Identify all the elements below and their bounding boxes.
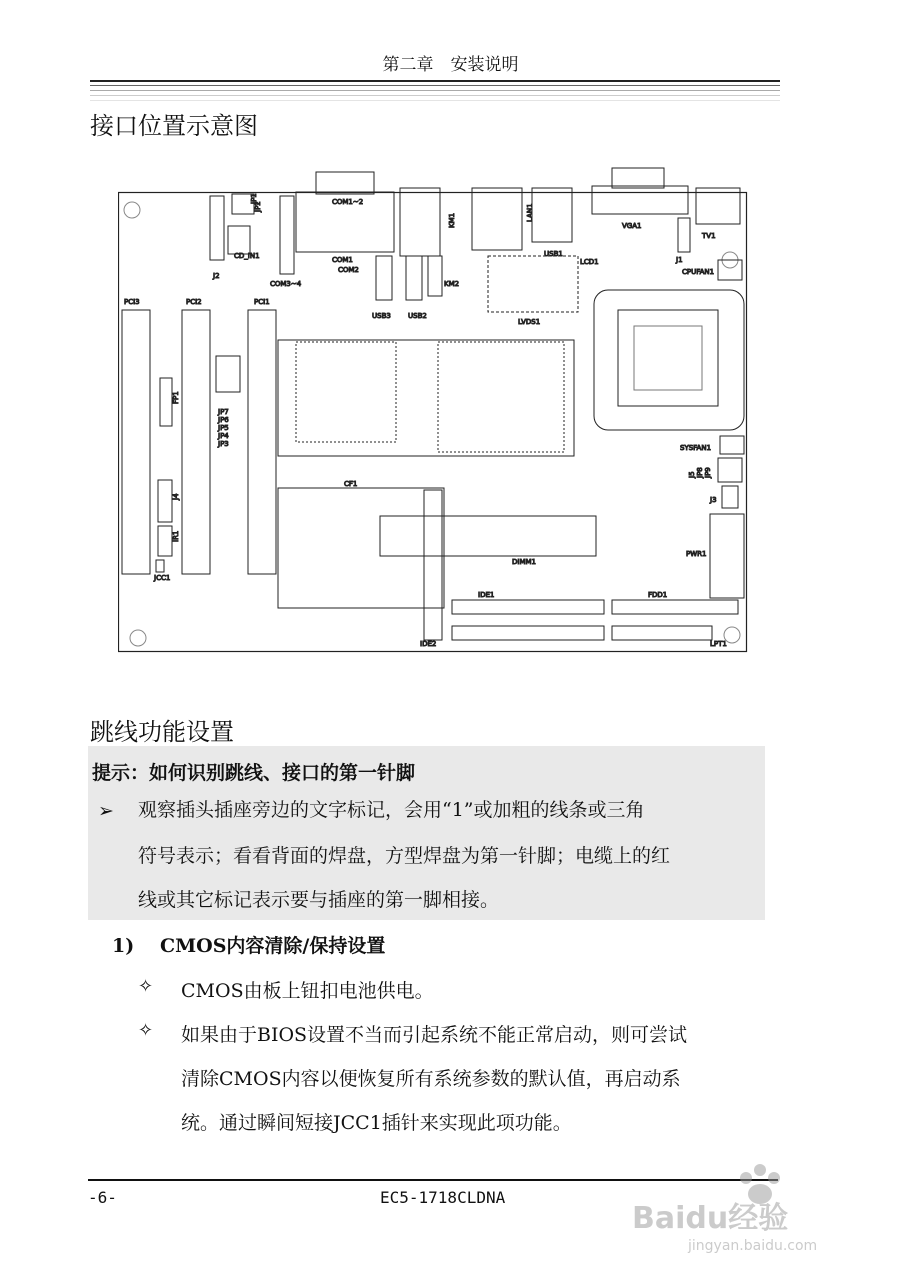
jp8-label: JP8 xyxy=(696,467,704,478)
paw-icon xyxy=(740,1172,752,1184)
jp6-label: JP6 xyxy=(218,416,229,424)
cpufan1-label: CPUFAN1 xyxy=(682,268,715,276)
com12-shell xyxy=(316,172,374,194)
j2-header xyxy=(210,196,224,260)
northbridge-chip xyxy=(296,342,396,442)
j5-label: J5 xyxy=(688,471,696,478)
pci1-label: PCI1 xyxy=(254,298,270,306)
ir1-header xyxy=(158,526,172,556)
fp1-label: FP1 xyxy=(172,391,180,404)
km1-connector xyxy=(400,188,440,256)
item-1-bullet-2-line-2: 清除CMOS内容以便恢复所有系统参数的默认值，再启动系 xyxy=(181,1068,681,1090)
sysfan1-label: SYSFAN1 xyxy=(680,444,712,452)
tip-line-1: 观察插头插座旁边的文字标记，会用“1”或加粗的线条或三角 xyxy=(138,799,645,821)
tv1-label: TV1 xyxy=(702,232,716,240)
com34-header xyxy=(280,196,294,274)
fdd1-connector xyxy=(612,600,738,614)
com34-label: COM3~4 xyxy=(270,280,302,288)
ir1-label: IR1 xyxy=(172,530,180,542)
item-1-heading xyxy=(112,931,385,958)
tv1-connector xyxy=(696,188,740,224)
cpu-core xyxy=(618,310,718,406)
lan1-connector xyxy=(472,188,522,250)
cf1-slot xyxy=(278,488,444,608)
arrow-bullet-icon: ➢ xyxy=(98,800,114,822)
dimm1-slot xyxy=(380,516,596,556)
fdd1-label: FDD1 xyxy=(648,591,668,599)
jp1-label: JP1 xyxy=(250,193,258,204)
j1-header xyxy=(678,218,690,252)
lcd1-label: LCD1 xyxy=(580,258,599,266)
baidu-watermark xyxy=(628,1148,868,1258)
model-number: EC5-1718CLDNA xyxy=(380,1188,506,1207)
section-title-interface: 接口位置示意图 xyxy=(90,112,258,140)
usb2-label: USB2 xyxy=(408,312,427,320)
item-1-bullet-2-line-1: 如果由于BIOS设置不当而引起系统不能正常启动，则可尝试 xyxy=(181,1024,688,1046)
jp8-jp9-block xyxy=(718,458,742,482)
item-1-number: 1) xyxy=(112,935,135,957)
mount-hole xyxy=(124,202,140,218)
pwr1-label: PWR1 xyxy=(686,550,707,558)
j2-label: J2 xyxy=(213,272,220,280)
southbridge-chip xyxy=(438,342,564,452)
lvds1-area xyxy=(488,256,578,312)
vga1-label: VGA1 xyxy=(622,222,642,230)
board-layout-diagram xyxy=(118,160,748,655)
watermark-url: jingyan.baidu.com xyxy=(688,1238,818,1254)
ide1-connector xyxy=(452,600,604,614)
diamond-bullet-icon: ✧ xyxy=(138,1020,154,1041)
vga1-connector xyxy=(592,186,688,214)
pci2-label: PCI2 xyxy=(186,298,202,306)
fp1-header xyxy=(160,378,172,426)
lan1-label: LAN1 xyxy=(526,203,534,222)
diamond-bullet-icon: ✧ xyxy=(138,976,154,997)
header-rule xyxy=(90,80,780,102)
cf1-label: CF1 xyxy=(344,480,358,488)
com12-label: COM1~2 xyxy=(332,198,364,206)
pci1-slot xyxy=(248,310,276,574)
watermark-brand: Baidu经验 xyxy=(632,1201,789,1236)
j4-header xyxy=(158,480,172,522)
cpufan1-header xyxy=(718,260,742,280)
chipset-area xyxy=(278,340,574,456)
jp9-label: JP9 xyxy=(704,467,712,478)
km2-label: KM2 xyxy=(444,280,460,288)
sysfan1-header xyxy=(720,436,744,454)
tip-heading: 提示：如何识别跳线、接口的第一针脚 xyxy=(92,762,416,784)
pwr1-connector xyxy=(710,514,744,598)
jcc1-header xyxy=(156,560,164,572)
section-title-jumper: 跳线功能设置 xyxy=(90,718,234,746)
item-1-bullet-1: CMOS由板上钮扣电池供电。 xyxy=(181,980,434,1002)
tip-line-3: 线或其它标记表示要与插座的第一脚相接。 xyxy=(138,889,500,911)
km2-header xyxy=(428,256,442,296)
mount-hole xyxy=(130,630,146,646)
usb3-header xyxy=(376,256,392,300)
com1-label: COM1 xyxy=(332,256,353,264)
cd-in1-label: CD_IN1 xyxy=(234,252,260,260)
usb3-label: USB3 xyxy=(372,312,391,320)
usb1-label: USB1 xyxy=(544,250,563,258)
item-1-title: CMOS内容清除/保持设置 xyxy=(160,935,386,957)
j1-label: J1 xyxy=(676,256,683,264)
lpt1-label: LPT1 xyxy=(710,640,727,648)
jcc1-label: JCC1 xyxy=(154,574,171,582)
page-number: -6- xyxy=(88,1188,117,1207)
cpu-die xyxy=(634,326,702,390)
com2-label: COM2 xyxy=(338,266,359,274)
jp2-label: JP2 xyxy=(254,201,262,212)
jp5-label: JP5 xyxy=(218,424,229,432)
cd-in1-header xyxy=(228,226,250,254)
jp4-label: JP4 xyxy=(218,432,229,440)
lpt1-connector xyxy=(612,626,712,640)
j4-label: J4 xyxy=(172,493,180,500)
usb1-connector xyxy=(532,188,572,242)
jp3-label: JP3 xyxy=(218,440,229,448)
ide2-connector xyxy=(452,626,604,640)
ide1-label: IDE1 xyxy=(478,591,495,599)
cf1-bracket xyxy=(424,490,442,640)
j3-label: J3 xyxy=(710,496,717,504)
pci3-label: PCI3 xyxy=(124,298,140,306)
pci2-slot xyxy=(182,310,210,574)
ide2-label: IDE2 xyxy=(420,640,437,648)
vga1-shell xyxy=(612,168,664,188)
jp-jumper-block xyxy=(216,356,240,392)
tip-line-2: 符号表示；看看背面的焊盘，方型焊盘为第一针脚；电缆上的红 xyxy=(138,845,671,867)
item-1-bullet-2-line-3: 统。通过瞬间短接JCC1插针来实现此项功能。 xyxy=(181,1112,572,1134)
km1-label: KM1 xyxy=(448,212,456,228)
cpu-socket xyxy=(594,290,744,430)
jp7-label: JP7 xyxy=(218,408,229,416)
j3-header xyxy=(722,486,738,508)
dimm1-label: DIMM1 xyxy=(512,558,536,566)
usb2-header xyxy=(406,256,422,300)
lvds1-label: LVDS1 xyxy=(518,318,541,326)
pci3-slot xyxy=(122,310,150,574)
chapter-header: 第二章 安装说明 xyxy=(382,55,519,75)
